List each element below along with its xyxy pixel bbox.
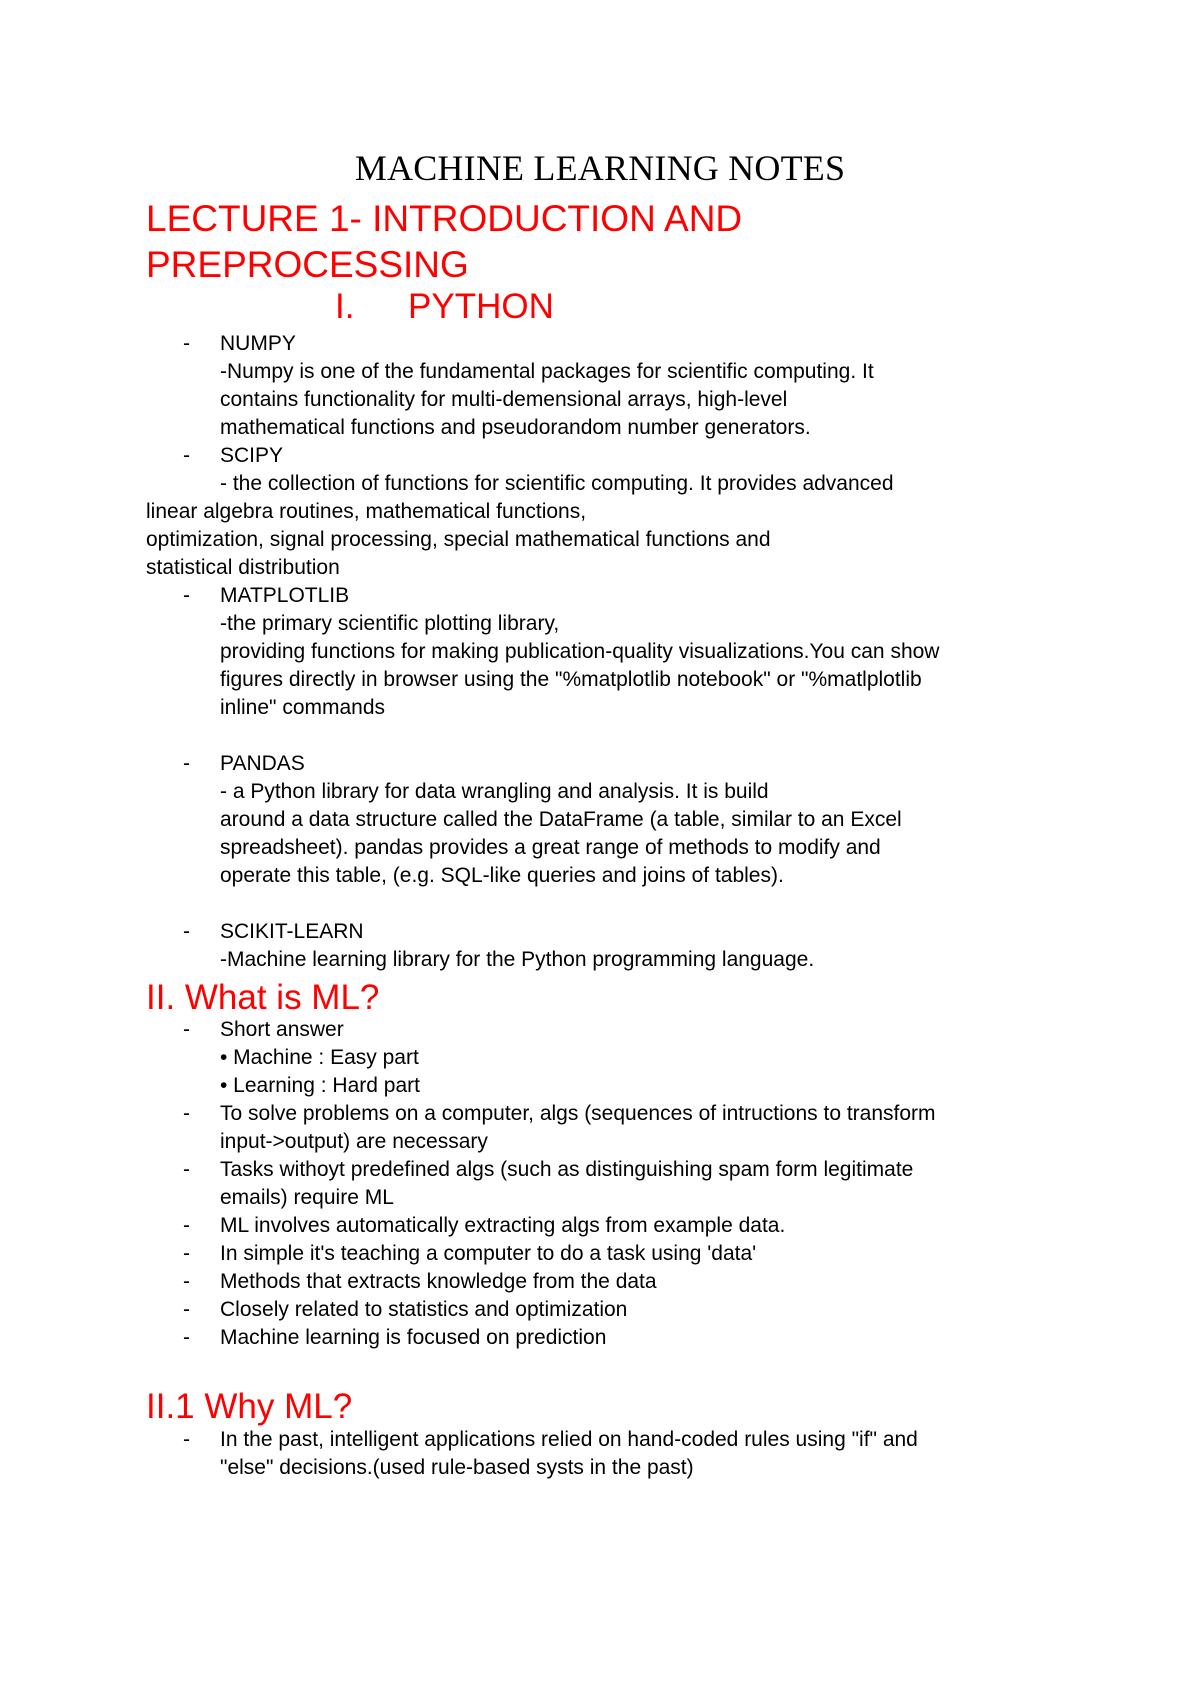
list-item: Closely related to statistics and optimization — [220, 1298, 628, 1321]
matplotlib-line: -the primary scientific plotting library, — [220, 612, 560, 635]
section-2-heading: II. What is ML? — [146, 978, 380, 1017]
learning-bullet: • Learning : Hard part — [220, 1074, 420, 1097]
section-3-heading: II.1 Why ML? — [146, 1387, 353, 1426]
bullet-dash: - — [183, 1242, 190, 1265]
list-item: In simple it's teaching a computer to do a task using 'data' — [220, 1242, 757, 1265]
pandas-line: operate this table, (e.g. SQL-like queries and joins of tables). — [220, 864, 784, 887]
sklearn-line: -Machine learning library for the Python programming language. — [220, 948, 815, 971]
list-item-continued: input->output) are necessary — [220, 1130, 488, 1153]
bullet-dash: - — [183, 920, 190, 943]
list-item: Tasks withoyt predefined algs (such as distinguishing spam form legitimate — [220, 1158, 914, 1181]
bullet-dash: - — [183, 1018, 190, 1041]
scipy-line: optimization, signal processing, special mathematical functions and — [146, 528, 771, 551]
matplotlib-heading: MATPLOTLIB — [220, 584, 350, 607]
bullet-dash: - — [183, 332, 190, 355]
numpy-line: contains functionality for multi-demensional arrays, high-level — [220, 388, 788, 411]
list-item: Methods that extracts knowledge from the data — [220, 1270, 657, 1293]
list-item: To solve problems on a computer, algs (sequences of intructions to transform — [220, 1102, 936, 1125]
numpy-line: mathematical functions and pseudorandom number generators. — [220, 416, 811, 439]
machine-bullet: • Machine : Easy part — [220, 1046, 419, 1069]
bullet-dash: - — [183, 752, 190, 775]
bullet-dash: - — [183, 1102, 190, 1125]
scipy-heading: SCIPY — [220, 444, 284, 467]
matplotlib-line: figures directly in browser using the "%matplotlib notebook" or "%matlplotlib — [220, 668, 922, 691]
section-1-numeral: I. — [335, 287, 355, 326]
pandas-line: spreadsheet). pandas provides a great range of methods to modify and — [220, 836, 881, 859]
list-item: Machine learning is focused on prediction — [220, 1326, 607, 1349]
bullet-dash: - — [183, 1158, 190, 1181]
bullet-dash: - — [183, 444, 190, 467]
sklearn-heading: SCIKIT-LEARN — [220, 920, 364, 943]
bullet-dash: - — [183, 1298, 190, 1321]
pandas-line: - a Python library for data wrangling and analysis. It is build — [220, 780, 769, 803]
scipy-line: statistical distribution — [146, 556, 340, 579]
list-item: ML involves automatically extracting algs from example data. — [220, 1214, 786, 1237]
section-1-heading: PYTHON — [408, 287, 554, 326]
bullet-dash: - — [183, 1270, 190, 1293]
matplotlib-line: providing functions for making publication-quality visualizations.You can show — [220, 640, 940, 663]
scipy-line: - the collection of functions for scientific computing. It provides advanced — [220, 472, 894, 495]
numpy-line: -Numpy is one of the fundamental packages for scientific computing. It — [220, 360, 874, 383]
list-item-continued: "else" decisions.(used rule-based systs in the past) — [220, 1456, 694, 1479]
bullet-dash: - — [183, 1428, 190, 1451]
bullet-dash: - — [183, 1214, 190, 1237]
lecture-heading-line-2: PREPROCESSING — [146, 244, 469, 285]
pandas-heading: PANDAS — [220, 752, 305, 775]
bullet-dash: - — [183, 584, 190, 607]
bullet-dash: - — [183, 1326, 190, 1349]
short-answer: Short answer — [220, 1018, 344, 1041]
document-title: MACHINE LEARNING NOTES — [354, 148, 846, 188]
matplotlib-line: inline" commands — [220, 696, 386, 719]
numpy-heading: NUMPY — [220, 332, 296, 355]
lecture-heading — [146, 196, 1046, 288]
scipy-line: linear algebra routines, mathematical functions, — [146, 500, 587, 523]
lecture-heading-line-1: LECTURE 1- INTRODUCTION AND — [146, 198, 743, 239]
list-item-continued: emails) require ML — [220, 1186, 394, 1209]
pandas-line: around a data structure called the DataFrame (a table, similar to an Excel — [220, 808, 902, 831]
list-item: In the past, intelligent applications relied on hand-coded rules using "if" and — [220, 1428, 918, 1451]
